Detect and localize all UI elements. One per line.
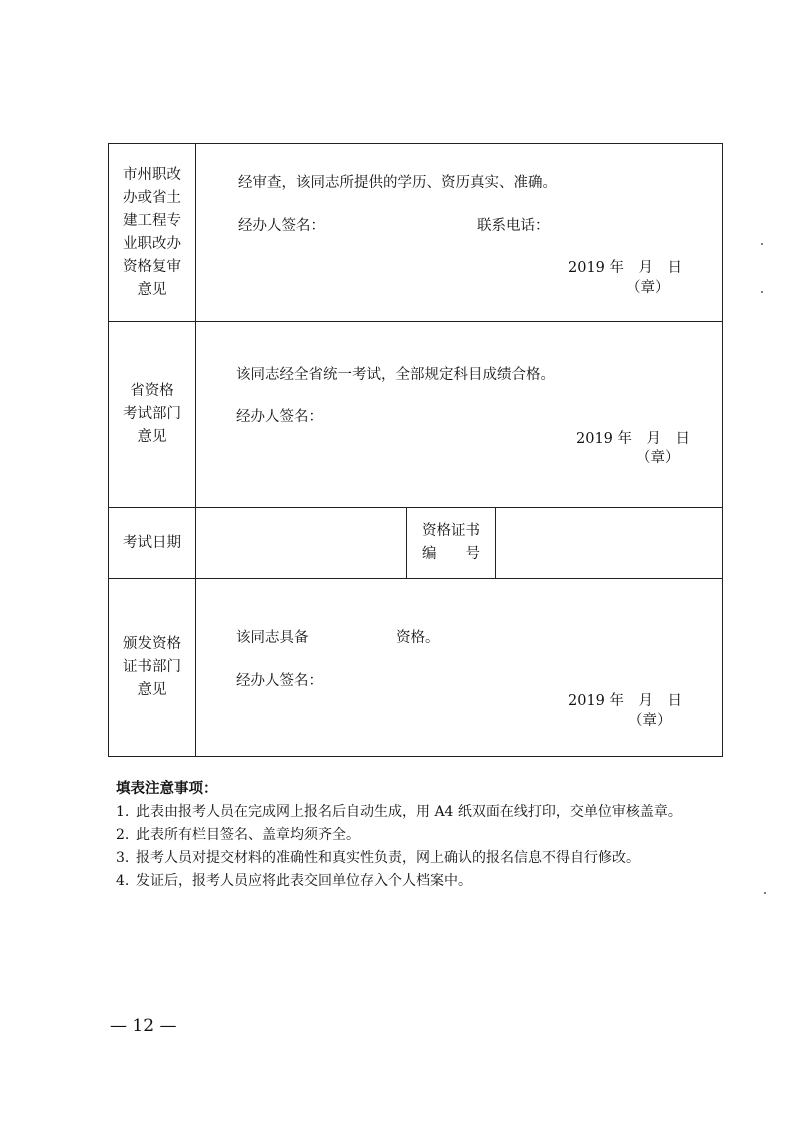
city-review-content [196,144,723,322]
approval-form-table [108,143,723,757]
issuing-dept-signer-label: 经办人签名： [236,673,323,689]
city-review-phone-label: 联系电话： [477,218,550,234]
note-number: 4. [116,873,130,889]
issuing-dept-row [109,579,723,757]
city-review-statement: 经审查，该同志所提供的学历、资历真实、准确。 [238,175,557,191]
city-review-label: 市州职改 办或省土 建工程专 业职改办 资格复审 意见 [109,144,196,322]
exam-date-label: 考试日期 [109,508,196,579]
note-text: 发证后，报考人员应将此表交回单位存入个人档案中。 [136,873,472,889]
issuing-dept-statement-suffix: 资格。 [396,630,440,646]
note-item-1 [116,801,716,824]
note-item-3 [116,847,716,870]
scan-speck [761,291,763,293]
exam-date-value[interactable] [196,508,407,579]
cert-number-value[interactable] [496,508,723,579]
issuing-dept-label: 颁发资格 证书部门 意见 [109,579,196,757]
note-number: 3. [116,850,130,866]
issuing-dept-date: 2019 年 月 日 [568,693,683,709]
exam-date-row [109,508,723,579]
note-text: 报考人员对提交材料的准确性和真实性负责，网上确认的报名信息不得自行修改。 [136,850,640,866]
filling-notes [116,778,716,893]
note-text: 此表由报考人员在完成网上报名后自动生成，用 A4 纸双面在线打印，交单位审核盖章。 [136,804,682,820]
note-number: 2. [116,827,130,843]
note-item-2 [116,824,716,847]
cert-number-label: 资格证书 编 号 [407,508,496,579]
exam-dept-content [196,322,723,508]
city-review-row [109,144,723,322]
notes-title: 填表注意事项： [116,781,218,797]
note-item-4 [116,870,716,893]
note-text: 此表所有栏目签名、盖章均须齐全。 [136,827,360,843]
exam-dept-statement: 该同志经全省统一考试，全部规定科目成绩合格。 [236,367,555,383]
issuing-dept-content [196,579,723,757]
exam-dept-seal: （章） [636,450,680,466]
scan-speck [761,243,763,245]
exam-dept-row [109,322,723,508]
note-number: 1. [116,804,130,820]
city-review-seal: （章） [626,280,670,296]
exam-dept-date: 2019 年 月 日 [576,431,691,447]
city-review-date: 2019 年 月 日 [568,260,683,276]
scan-speck [764,892,766,894]
exam-dept-signer-label: 经办人签名： [236,409,323,425]
city-review-signer-label: 经办人签名： [238,218,325,234]
page-number: — 12 — [110,1016,177,1036]
exam-dept-label: 省资格 考试部门 意见 [109,322,196,508]
issuing-dept-statement-prefix: 该同志具备 [236,630,309,646]
issuing-dept-seal: （章） [628,713,672,729]
